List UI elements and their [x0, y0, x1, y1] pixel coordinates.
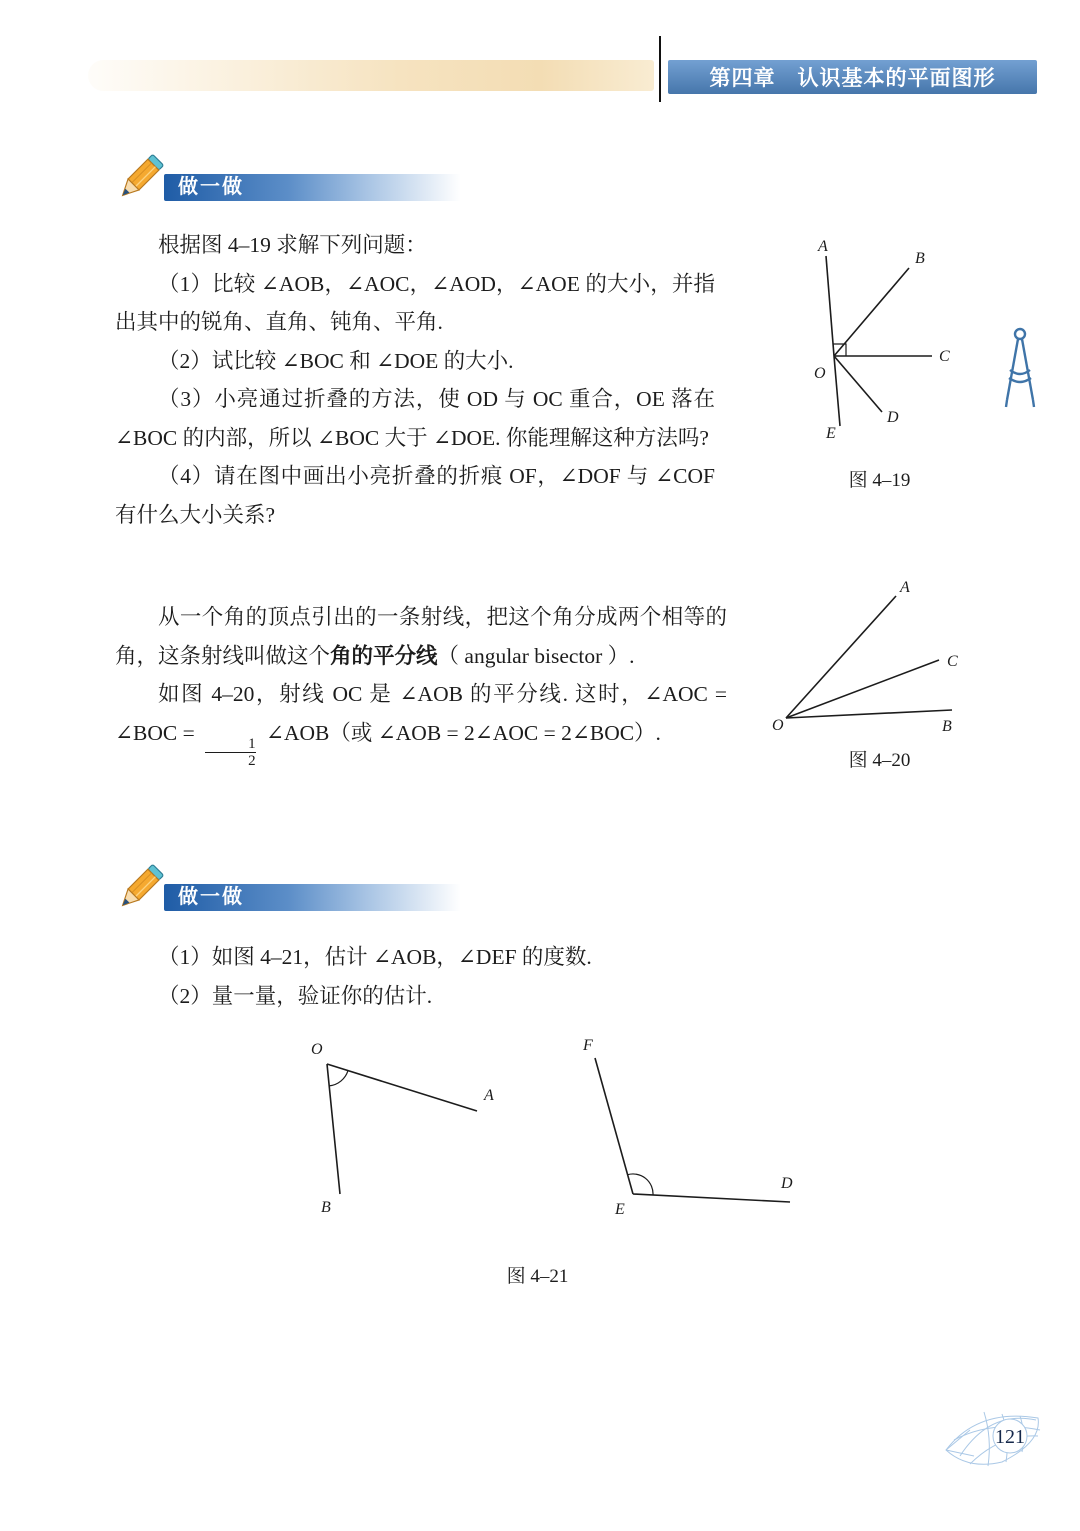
bisector-formula-pre: 如图 4–20，射线 OC 是 ∠AOB 的平分线. 这时，∠AOC = ∠BOC =: [115, 682, 727, 745]
fish-logo: [940, 1390, 1048, 1478]
fig20-label-b: B: [942, 718, 952, 735]
bisector-sentence-2: [115, 675, 727, 770]
figure-4-20-drawing: [772, 578, 987, 740]
fig21-label-a: A: [484, 1087, 494, 1104]
figure-4-21-caption: 图 4–21: [506, 1266, 569, 1287]
activity2-title: 做一做: [178, 886, 244, 908]
page-number: 121: [995, 1426, 1025, 1448]
fig19-label-e: E: [826, 425, 836, 442]
figure-4-19-caption: 图 4–19: [848, 470, 911, 491]
fig19-label-b: B: [915, 250, 925, 267]
fig21-label-o: O: [311, 1041, 323, 1058]
fraction-one-half: [205, 736, 256, 770]
fig21-label-e: E: [615, 1201, 625, 1218]
header-decor-bar: [88, 60, 654, 91]
fig21-label-d: D: [781, 1175, 793, 1192]
activity1-intro: 根据图 4–19 求解下列问题：: [158, 233, 427, 257]
figure-4-21-drawing: [265, 1036, 810, 1228]
figure-4-19-drawing: [782, 238, 977, 460]
activity2-questions: [115, 938, 735, 1015]
bisector-term-bold: 角的平分线: [330, 643, 438, 668]
fraction-numerator: 1: [248, 735, 256, 752]
bisector-definition: [115, 598, 727, 770]
fig20-label-c: C: [947, 653, 958, 670]
fig21-label-b: B: [321, 1199, 331, 1216]
fig19-label-d: D: [887, 409, 899, 426]
bisector-term-english: （ angular bisector ）.: [437, 643, 635, 668]
activity1-item-2: （2）试比较 ∠BOC 和 ∠DOE 的大小.: [158, 348, 514, 373]
activity1-item-3: （3）小亮通过折叠的方法，使 OD 与 OC 重合，OE 落在 ∠BOC 的内部，所以 ∠BOC 大于 ∠DOE. 你能理解这种方法吗?: [115, 387, 715, 450]
fig20-label-a: A: [900, 579, 910, 596]
chapter-title: 第四章 认识基本的平面图形: [709, 67, 996, 90]
activity-title-band: [164, 174, 476, 201]
fig19-label-a: A: [818, 238, 828, 255]
bisector-text: 从一个角的顶点引出的一条射线，把这个角分成两个相等的角，这条射线叫做这个: [115, 605, 727, 668]
figure-4-20: [772, 578, 987, 772]
fig19-label-c: C: [939, 348, 950, 365]
fig19-label-o: O: [814, 365, 826, 382]
fraction-denominator: 2: [205, 752, 256, 770]
bisector-formula-post: ∠AOB（或 ∠AOB = 2∠AOC = 2∠BOC）.: [260, 720, 661, 745]
activity1-item-4: （4）请在图中画出小亮折叠的折痕 OF，∠DOF 与 ∠COF 有什么大小关系?: [115, 464, 715, 527]
activity2-item-1: （1）如图 4–21，估计 ∠AOB，∠DEF 的度数.: [158, 945, 592, 969]
fig20-label-o: O: [772, 717, 784, 734]
figure-4-19: [782, 238, 977, 492]
activity1-header: [110, 150, 510, 212]
compass-icon: [994, 326, 1046, 410]
pencil-icon: [110, 860, 168, 918]
activity2-item-2: （2）量一量，验证你的估计.: [158, 983, 433, 1008]
bisector-sentence-1: [115, 598, 727, 675]
header-divider-line: [659, 36, 661, 102]
chapter-banner: [668, 60, 1037, 94]
activity2-header: [110, 860, 510, 922]
activity1-questions: [115, 226, 715, 534]
pencil-icon: [110, 150, 168, 208]
figure-4-20-caption: 图 4–20: [848, 750, 911, 771]
activity1-item-1: （1）比较 ∠AOB，∠AOC，∠AOD，∠AOE 的大小，并指出其中的锐角、直角、钝角、平角.: [115, 271, 715, 334]
activity-title-band: [164, 884, 476, 911]
figure-4-21: [265, 1036, 810, 1288]
activity1-title: 做一做: [178, 176, 244, 198]
fig21-label-f: F: [583, 1037, 593, 1054]
